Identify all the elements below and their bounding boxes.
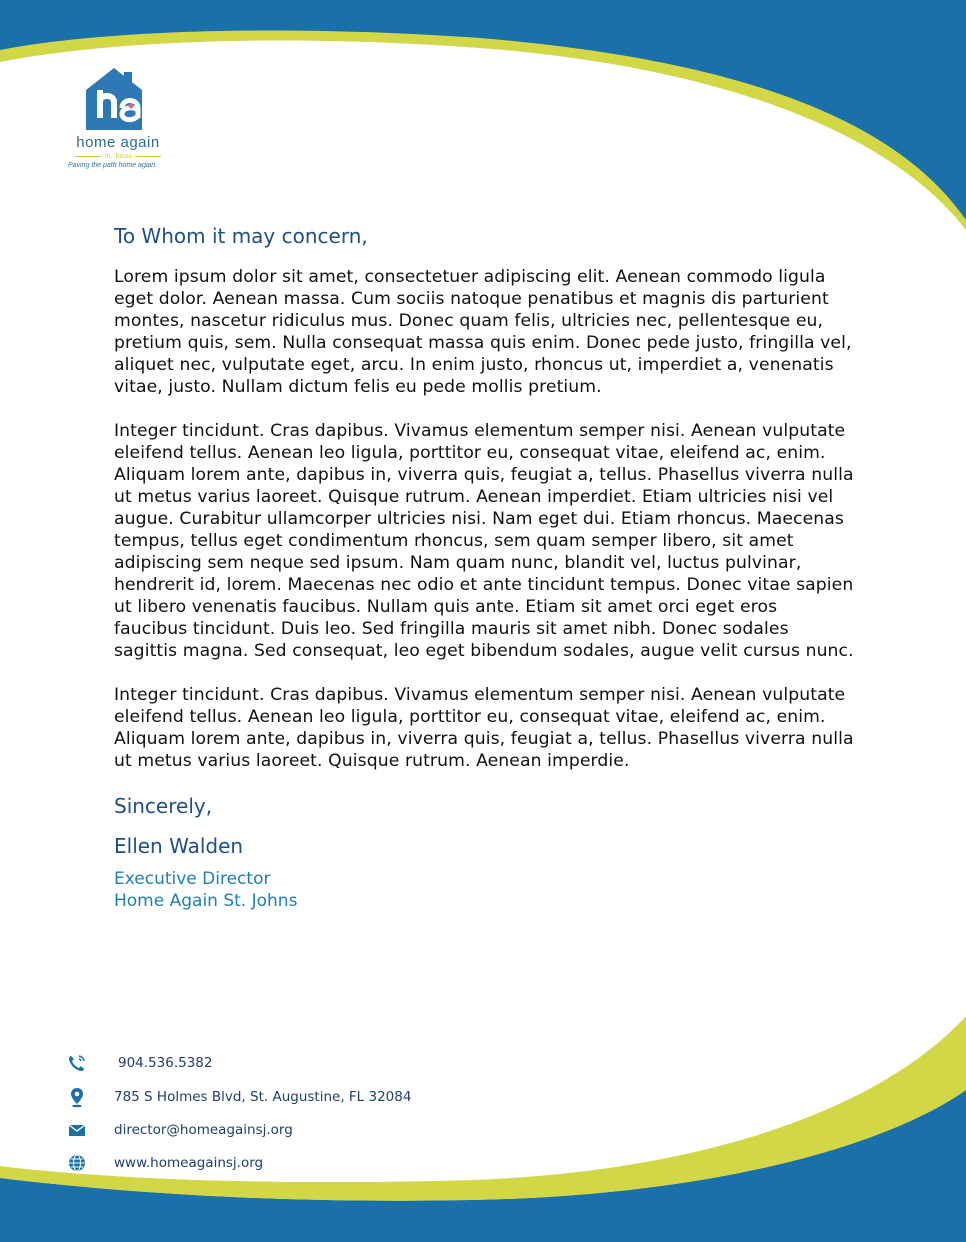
signer-organization: Home Again St. Johns (114, 891, 298, 911)
letter-paragraph: Integer tincidunt. Cras dapibus. Vivamus elementum semper nisi. Aenean vulputate eleifend tellus. Aenean leo ligula, porttitor eu, consequat vitae, eleifend ac, enim. Aliquam lorem ante, dapibus in, viverra quis, feugiat a, tellus. Phasellus viverra nulla ut metus varius laoreet. Quisque rutrum. Aenean imperdiet. Etiam ultricies nisi vel augue. Curabitur ullamcorper ultricies nisi. Nam eget dui. Etiam rhoncus. Maecenas tempus, tellus eget condimentum rhoncus, sem quam semper libero, sit amet adipiscing sem neque sed ipsum. Nam quam nunc, blandit vel, luctus pulvinar, hendrerit id, lorem. Maecenas nec odio et ante tincidunt tempus. Donec vitae sapien ut libero venenatis faucibus. Nullam quis ante. Etiam sit amet orci eget eros faucibus tincidunt. Duis leo. Sed fringilla mauris sit amet nibh. Donec sodales sagittis magna. Sed consequat, leo eget bibendum sodales, augue velit cursus nunc. (114, 421, 854, 661)
contact-website (66, 1152, 486, 1174)
contact-phone (66, 1052, 486, 1074)
letter-closing: Sincerely, (114, 794, 213, 818)
phone-icon (66, 1052, 88, 1074)
house-logo-icon (80, 66, 148, 132)
globe-icon (66, 1152, 88, 1174)
letter-paragraph: Lorem ipsum dolor sit amet, consectetuer adipiscing elit. Aenean commodo ligula eget dolor. Aenean massa. Cum sociis natoque penatibus et magnis dis parturient montes, nascetur ridiculus mus. Donec quam felis, ultricies nec, pellentesque eu, pretium quis, sem. Nulla consequat massa quis enim. Donec pede justo, fringilla vel, aliquet nec, vulputate eget, arcu. In enim justo, rhoncus ut, imperdiet a, venenatis vitae, justo. Nullam dictum felis eu pede mollis pretium. (114, 267, 852, 397)
brand-subtitle: St. Johns (68, 151, 168, 160)
envelope-icon (66, 1119, 88, 1141)
contact-email-text[interactable]: director@homeagainsj.org (114, 1122, 293, 1138)
location-pin-icon (66, 1086, 88, 1108)
signer-title: Executive Director (114, 869, 271, 889)
home-again-logo (60, 66, 180, 176)
letter-greeting: To Whom it may concern, (114, 224, 368, 248)
contact-email (66, 1119, 486, 1141)
contact-address (66, 1086, 486, 1108)
letter-paragraph: Integer tincidunt. Cras dapibus. Vivamus elementum semper nisi. Aenean vulputate eleifend tellus. Aenean leo ligula, porttitor eu, consequat vitae, eleifend ac, enim. Aliquam lorem ante, dapibus in, viverra quis, feugiat a, tellus. Phasellus viverra nulla ut metus varius laoreet. Quisque rutrum. Aenean imperdie. (114, 685, 854, 771)
letter-body (114, 224, 854, 912)
contact-phone-text[interactable]: 904.536.5382 (118, 1055, 213, 1071)
signer-name: Ellen Walden (114, 834, 244, 858)
contact-website-text[interactable]: www.homeagainsj.org (114, 1155, 264, 1171)
brand-tagline: Paving the path home again. (68, 162, 158, 169)
brand-name: home again (76, 134, 160, 151)
contact-address-text: 785 S Holmes Blvd, St. Augustine, FL 32084 (114, 1089, 412, 1105)
